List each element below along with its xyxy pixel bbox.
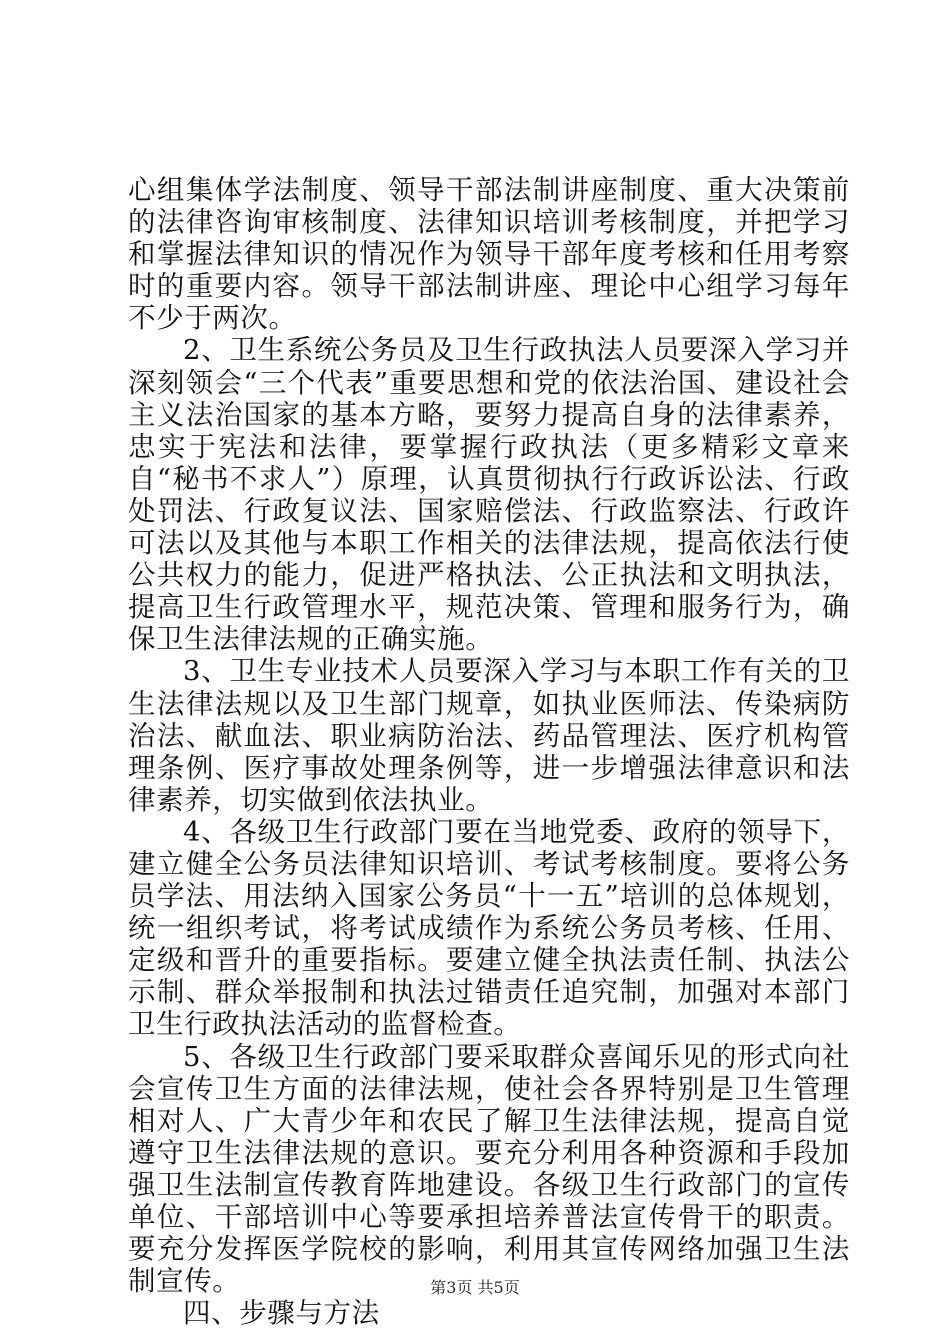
page-number-footer: 第3页 共5页	[430, 1278, 520, 1297]
document-body	[128, 174, 850, 1329]
paragraph-item-3: 3、卫生专业技术人员要深入学习与本职工作有关的卫生法律法规以及卫生部门规章，如执业医师法、传染病防治法、献血法、职业病防治法、药品管理法、医疗机构管理条例、医疗事故处理条例等，进一步增强法律意识和法律素养，切实做到依法执业。	[128, 655, 850, 816]
section-heading-steps-and-methods: 四、步骤与方法	[183, 1297, 380, 1330]
paragraph-item-4: 4、各级卫生行政部门要在当地党委、政府的领导下，建立健全公务员法律知识培训、考试考核制度。要将公务员学法、用法纳入国家公务员“十一五”培训的总体规划，统一组织考试，将考试成绩作为系统公务员考核、任用、定级和晋升的重要指标。要建立健全执法责任制、执法公示制、群众举报制和执法过错责任追究制，加强对本部门卫生行政执法活动的监督检查。	[128, 815, 850, 1041]
paragraph-item-5: 5、各级卫生行政部门要采取群众喜闻乐见的形式向社会宣传卫生方面的法律法规，使社会各界特别是卫生管理相对人、广大青少年和农民了解卫生法律法规，提高自觉遵守卫生法律法规的意识。要充分利用各种资源和手段加强卫生法制宣传教育阵地建设。各级卫生行政部门的宣传单位、干部培训中心等要承担培养普法宣传骨干的职责。要充分发挥医学院校的影响，利用其宣传网络加强卫生法制宣传。	[128, 1040, 850, 1298]
paragraph-item-2: 2、卫生系统公务员及卫生行政执法人员要深入学习并深刻领会“三个代表”重要思想和党的依法治国、建设社会主义法治国家的基本方略，要努力提高自身的法律素养，忠实于宪法和法律，要掌握行政执法（更多精彩文章来自“秘书不求人”）原理，认真贯彻执行行政诉讼法、行政处罚法、行政复议法、国家赔偿法、行政监察法、行政许可法以及其他与本职工作相关的法律法规，提高依法行使公共权力的能力，促进严格执法、公正执法和文明执法，提高卫生行政管理水平，规范决策、管理和服务行为，确保卫生法律法规的正确实施。	[128, 334, 850, 656]
paragraph-continuation: 心组集体学法制度、领导干部法制讲座制度、重大决策前的法律咨询审核制度、法律知识培训考核制度，并把学习和掌握法律知识的情况作为领导干部年度考核和任用考察时的重要内容。领导干部法制讲座、理论中心组学习每年不少于两次。	[128, 174, 850, 335]
